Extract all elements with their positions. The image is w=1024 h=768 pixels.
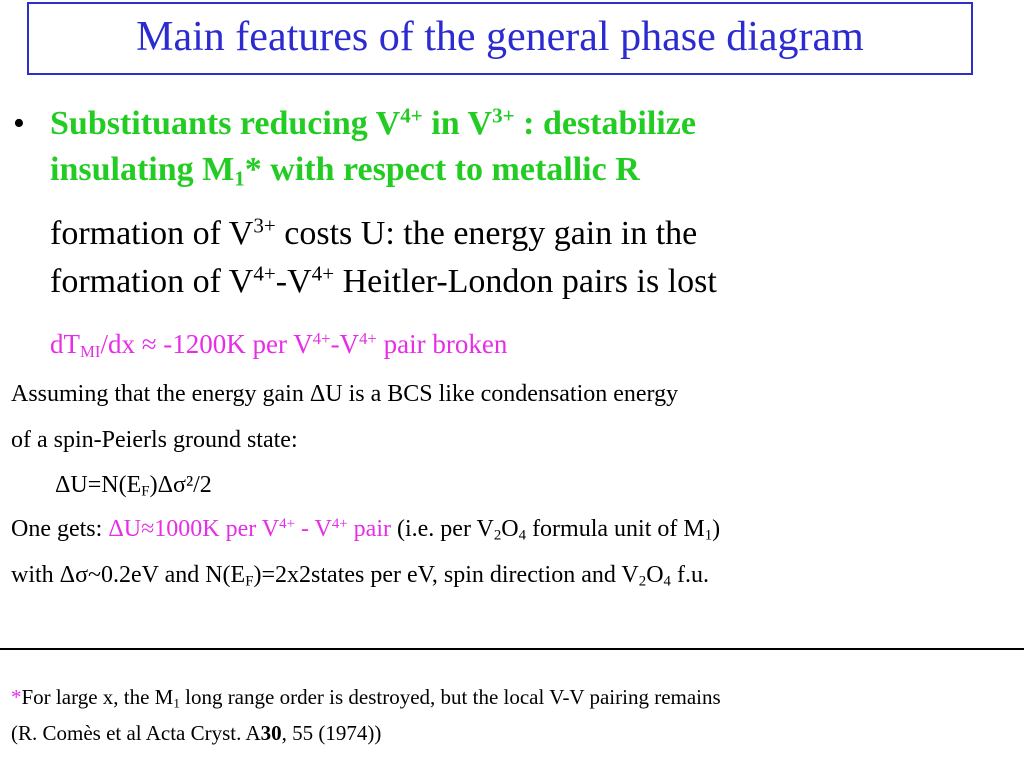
assume-line-2: of a spin-Peierls ground state:	[11, 427, 298, 453]
assume-line-1: Assuming that the energy gain ΔU is a BCS like condensation energy	[11, 381, 679, 407]
footnote-line-2: (R. Comès et al Acta Cryst. A30, 55 (1974))	[11, 721, 382, 745]
footnote-line-1: *For large x, the $M_1$ long range order is destroyed, but the local V-V pairing remains	[11, 685, 721, 711]
delta-u-equation: $\Delta U=N(E_F)\Delta\sigma^2/2$	[55, 472, 212, 500]
title-box	[27, 2, 973, 75]
formation-line-1: formation of $V^{3+}$ costs U: the energy gain in the	[50, 213, 698, 252]
bullet-icon: •	[13, 105, 25, 142]
heading-line-1: Substituants reducing $V^{4+}$ in $V^{3+}$ : destabilize	[50, 103, 696, 142]
footnote-divider	[0, 648, 1024, 650]
heading-line-2: insulating $M_1*$ with respect to metallic R	[50, 151, 640, 191]
slope-line: $dT_{MI}/dx \approx -1200K$ per $V^{4+}-V^{4+}$ pair broken	[50, 328, 508, 362]
with-line: with Δσ~0.2eV and $N(E_F)=2x2states$ per eV, spin direction and $V_2O_4$ f.u.	[11, 562, 709, 590]
one-gets-line: One gets: ΔU≈1000K per $V^{4+} - V^{4+}$ pair (i.e. per $V_2O_4$ formula unit of $M_1$)	[11, 515, 721, 544]
formation-line-2: formation of $V^{4+}-V^{4+}$ Heitler-London pairs is lost	[50, 261, 717, 300]
slide-title: Main features of the general phase diagram	[136, 14, 864, 60]
